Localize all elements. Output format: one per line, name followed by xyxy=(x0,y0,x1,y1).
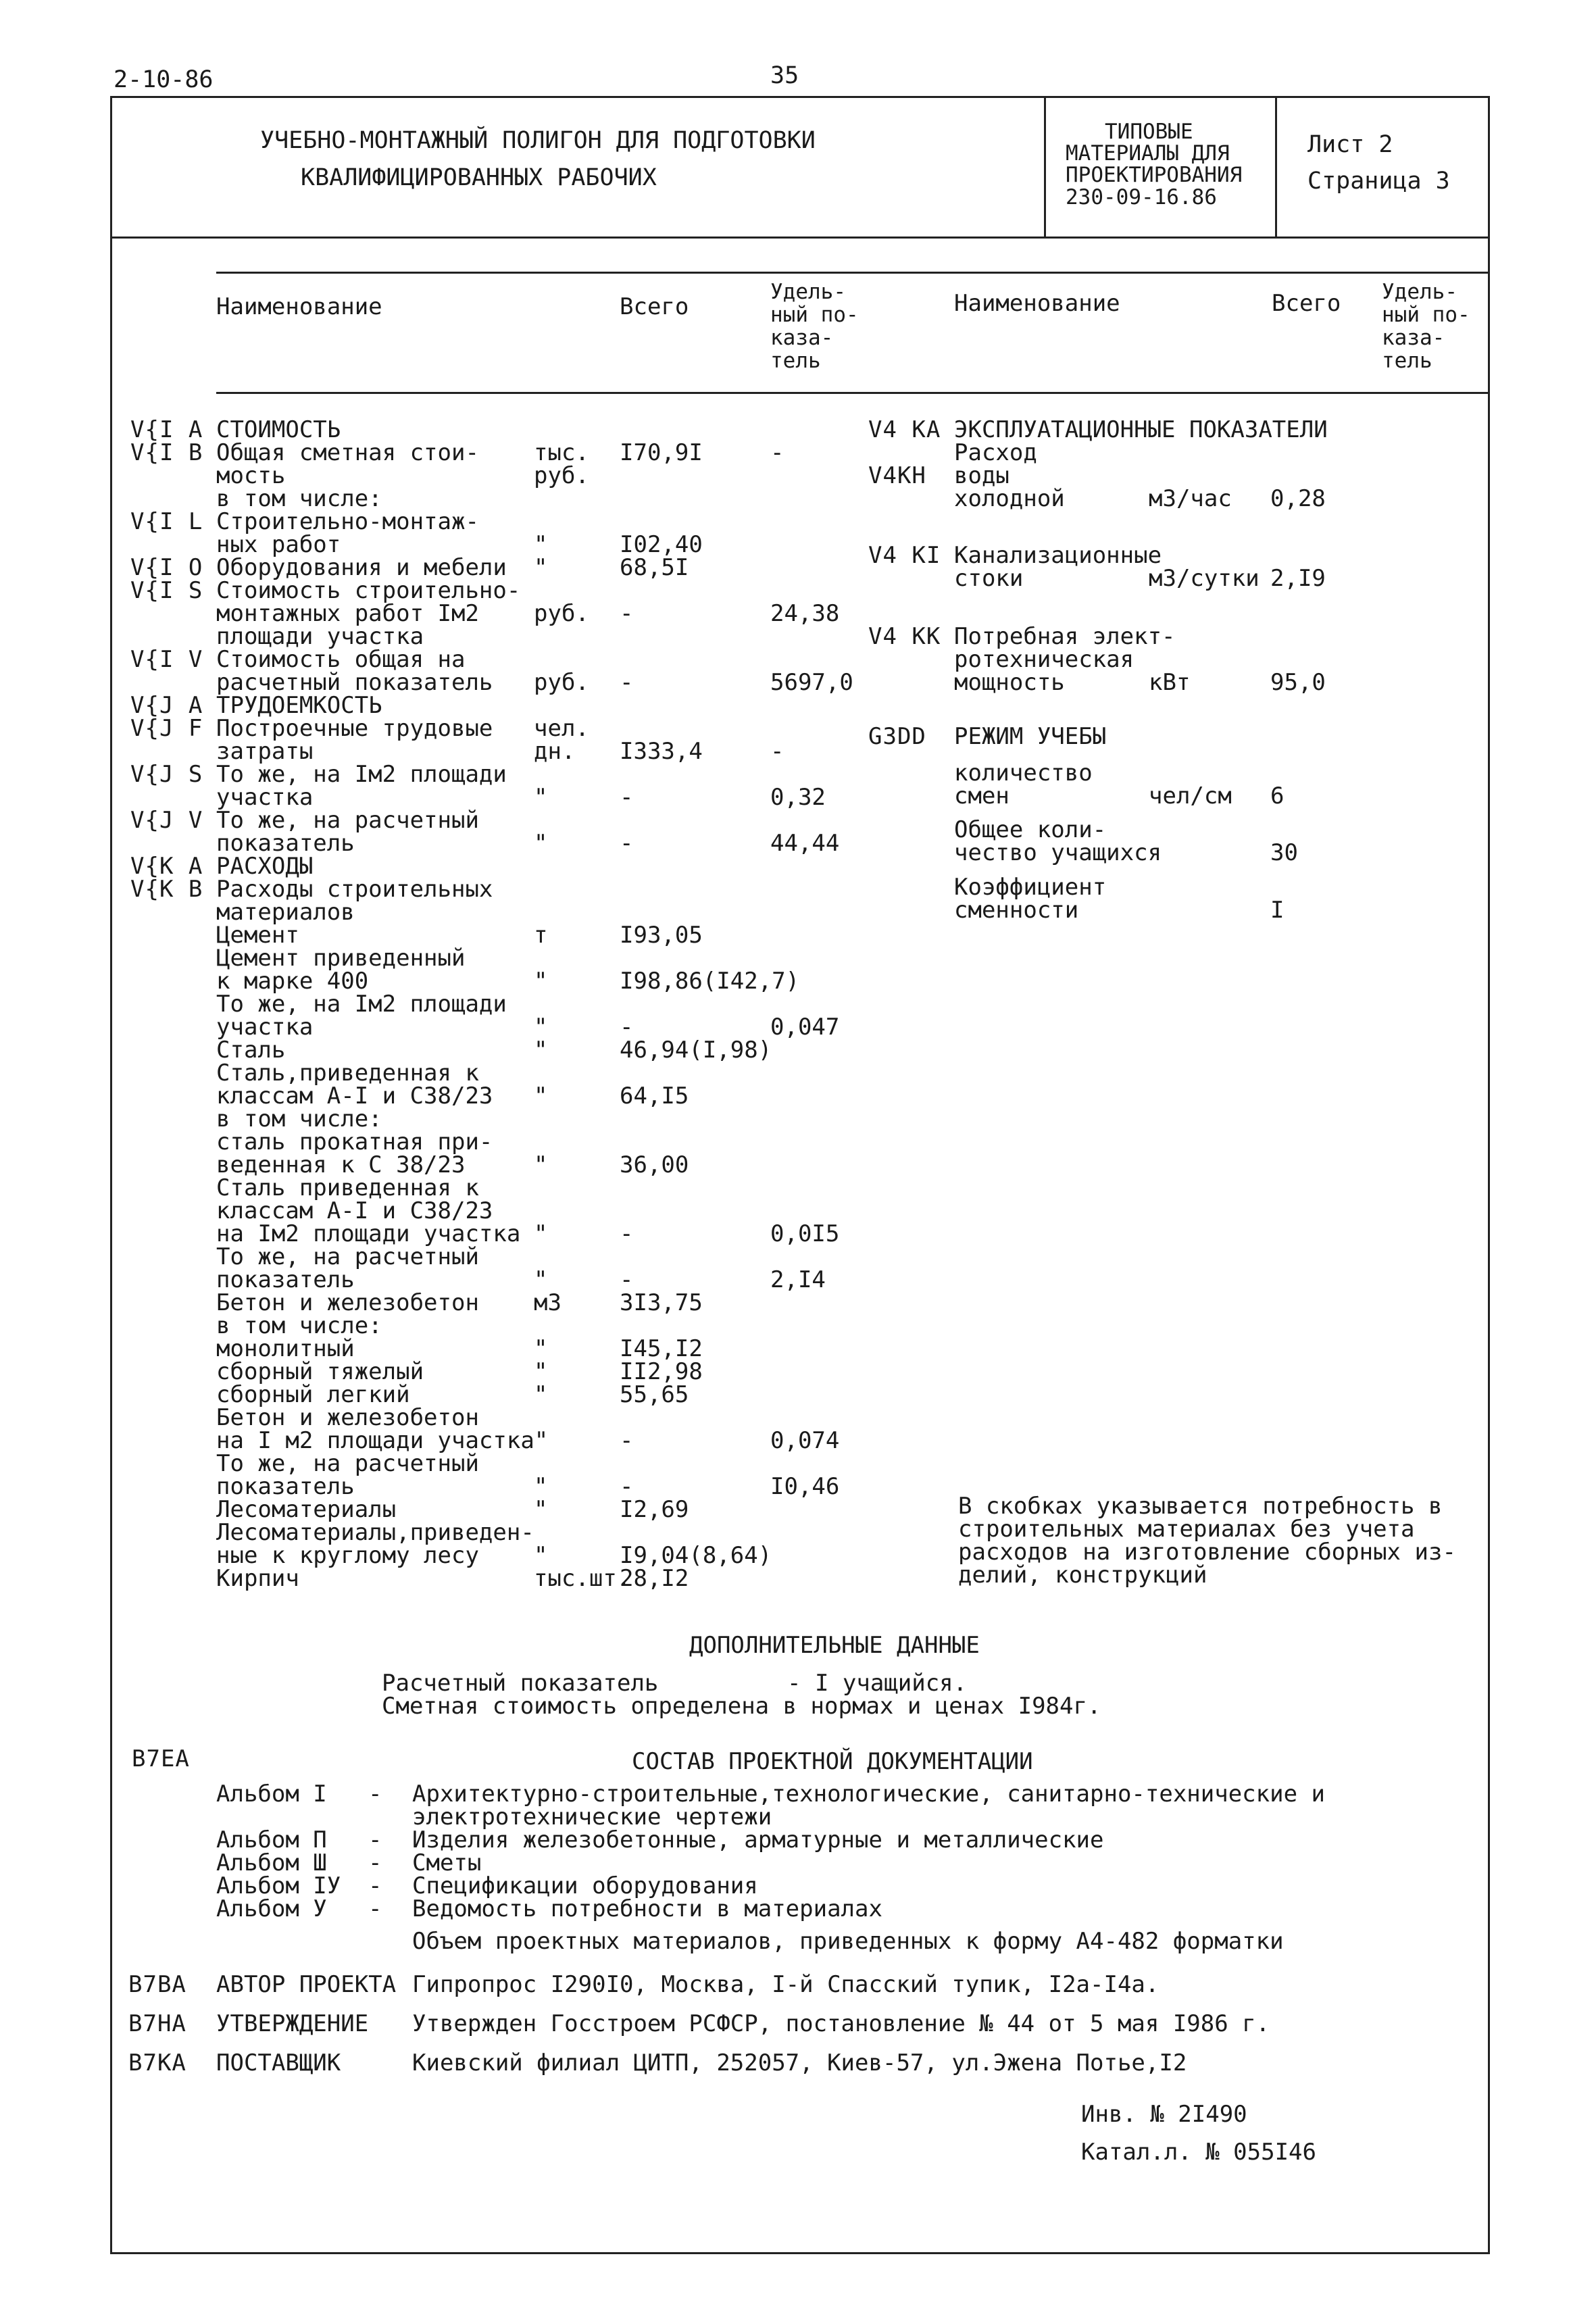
page-label: Страница 3 xyxy=(1307,168,1450,195)
row-unit: " xyxy=(534,531,548,558)
album-description: Сметы xyxy=(412,1849,482,1876)
row-name: материалов xyxy=(216,899,355,926)
row-name: ротехническая xyxy=(954,646,1134,673)
row-name: То же, на расчетный xyxy=(216,807,479,834)
row-name: к марке 400 xyxy=(216,968,369,995)
row-unit: " xyxy=(534,1542,548,1569)
row-total: I02,40 xyxy=(620,531,703,558)
header-left-name: Наименование xyxy=(216,293,382,320)
row-total: 2,I9 xyxy=(1270,565,1326,592)
header-left-specific-3: каза- xyxy=(770,326,834,350)
row-code: V{I B xyxy=(130,439,203,466)
row-name: Канализационные xyxy=(954,542,1162,569)
note-line-4: делий, конструкций xyxy=(958,1562,1207,1589)
row-total: I xyxy=(1270,897,1285,924)
credit-label: ПОСТАВЩИК xyxy=(216,2049,341,2076)
row-name: Лесоматериалы xyxy=(216,1496,397,1523)
row-unit: чел. xyxy=(534,715,589,742)
album-description: Архитектурно-строительные,технологические, санитарно-технические и xyxy=(412,1781,1326,1808)
row-unit: чел/см xyxy=(1149,782,1232,810)
row-name: Стоимость общая на xyxy=(216,646,466,673)
row-name: Строительно-монтаж- xyxy=(216,508,479,535)
note-line-3: расходов на изготовление сборных из- xyxy=(958,1539,1456,1566)
row-total: - xyxy=(620,1014,634,1041)
row-total: I45,I2 xyxy=(620,1335,703,1362)
series-line-2: МАТЕРИАЛЫ ДЛЯ xyxy=(1066,141,1230,166)
row-total: 30 xyxy=(1270,839,1298,866)
row-name: холодной xyxy=(954,485,1065,512)
row-total: 46,94(I,98) xyxy=(620,1037,772,1064)
album-description: электротехнические чертежи xyxy=(412,1803,772,1831)
row-unit: м3/сутки xyxy=(1149,565,1260,592)
row-name: Цемент приведенный xyxy=(216,945,466,972)
series-line-4: 230-09-16.86 xyxy=(1066,185,1217,209)
row-name: Построечные трудовые xyxy=(216,715,493,742)
document-number: 2-10-86 xyxy=(114,66,214,93)
additional-line1-label: Расчетный показатель xyxy=(382,1670,659,1697)
sheet-label: Лист 2 xyxy=(1307,131,1393,158)
credit-code: B7KA xyxy=(128,2049,186,2076)
row-unit: руб. xyxy=(534,462,589,489)
row-unit: " xyxy=(534,1220,548,1247)
table-header-top-rule xyxy=(216,272,1488,274)
row-total: - xyxy=(620,830,634,857)
row-code: V{J V xyxy=(130,807,203,834)
note-line-1: В скобках указывается потребность в xyxy=(958,1493,1443,1520)
row-specific: 24,38 xyxy=(770,600,840,627)
album-dash: - xyxy=(368,1849,382,1876)
credit-code: B7BA xyxy=(128,1971,186,1998)
row-name: на I м2 площади участка" xyxy=(216,1427,549,1454)
row-specific: 2,I4 xyxy=(770,1266,826,1293)
row-name: сталь прокатная при- xyxy=(216,1128,493,1155)
row-total: I333,4 xyxy=(620,738,703,765)
row-name: Коэффициент xyxy=(954,874,1107,901)
header-left-total: Всего xyxy=(620,293,689,320)
row-name: мощность xyxy=(954,669,1065,696)
row-code: V4 KK xyxy=(868,623,941,650)
row-code: V{I L xyxy=(130,508,203,535)
row-name: Оборудования и мебели xyxy=(216,554,507,581)
row-specific: 5697,0 xyxy=(770,669,853,696)
album-name: Альбом IУ xyxy=(216,1872,341,1899)
row-name: То же, на расчетный xyxy=(216,1450,479,1477)
album-dash: - xyxy=(368,1895,382,1922)
series-line-1: ТИПОВЫЕ xyxy=(1105,120,1193,144)
row-code: V{K A xyxy=(130,853,203,880)
row-name: То же, на Iм2 площади xyxy=(216,991,507,1018)
row-unit: т xyxy=(534,922,548,949)
row-unit: " xyxy=(534,554,548,581)
row-name: Бетон и железобетон xyxy=(216,1404,479,1431)
row-total: 3I3,75 xyxy=(620,1289,703,1316)
row-name: количество xyxy=(954,760,1093,787)
credit-label: УТВЕРЖДЕНИЕ xyxy=(216,2010,369,2037)
row-name: Цемент xyxy=(216,922,299,949)
row-name: смен xyxy=(954,782,1009,810)
header-left-specific-2: ный по- xyxy=(770,303,859,327)
row-total: 68,5I xyxy=(620,554,689,581)
album-name: Альбом У xyxy=(216,1895,327,1922)
row-name: на Iм2 площади участка xyxy=(216,1220,521,1247)
row-unit: " xyxy=(534,830,548,857)
row-unit: " xyxy=(534,1473,548,1500)
row-name: ные к круглому лесу xyxy=(216,1542,479,1569)
row-name: классам А-I и С38/23 xyxy=(216,1197,493,1224)
row-name: классам А-I и С38/23 xyxy=(216,1082,493,1110)
album-name: Альбом П xyxy=(216,1826,327,1853)
album-description: Спецификации оборудования xyxy=(412,1872,758,1899)
credit-text: Утвержден Госстроем РСФСР, постановление № 44 от 5 мая I986 г. xyxy=(412,2010,1270,2037)
row-name: показатель xyxy=(216,830,355,857)
row-total: I2,69 xyxy=(620,1496,689,1523)
album-dash: - xyxy=(368,1872,382,1899)
row-name: То же, на Iм2 площади xyxy=(216,761,507,788)
row-total: I9,04(8,64) xyxy=(620,1542,772,1569)
row-unit: " xyxy=(534,1266,548,1293)
row-name: То же, на расчетный xyxy=(216,1243,479,1270)
header-right-specific-2: ный по- xyxy=(1382,303,1470,327)
row-name: участка xyxy=(216,784,314,811)
row-unit: " xyxy=(534,784,548,811)
row-name: СТОИМОСТЬ xyxy=(216,416,341,443)
row-unit: тыс.шт. xyxy=(534,1565,631,1592)
row-specific: 0,074 xyxy=(770,1427,840,1454)
row-name: в том числе: xyxy=(216,1105,382,1132)
header-right-specific-4: тель xyxy=(1382,349,1432,373)
header-right-name: Наименование xyxy=(954,290,1120,317)
credit-label: АВТОР ПРОЕКТА xyxy=(216,1971,397,1998)
row-code: V{J A xyxy=(130,692,203,719)
title-block-vline-1 xyxy=(1044,96,1046,239)
row-name: Сталь приведенная к xyxy=(216,1174,479,1201)
row-name: Потребная элект- xyxy=(954,623,1176,650)
row-name: в том числе: xyxy=(216,485,382,512)
row-code: V{K B xyxy=(130,876,203,903)
row-unit: тыс. xyxy=(534,439,589,466)
row-total: - xyxy=(620,1220,634,1247)
title-block-divider xyxy=(110,237,1488,239)
row-code: V{I V xyxy=(130,646,203,673)
row-unit: " xyxy=(534,1358,548,1385)
row-specific: 44,44 xyxy=(770,830,840,857)
row-specific: 0,047 xyxy=(770,1014,840,1041)
row-name: расчетный показатель xyxy=(216,669,493,696)
composition-volume: Объем проектных материалов, приведенных к форму А4-482 форматки xyxy=(412,1928,1284,1955)
row-name: монтажных работ Iм2 xyxy=(216,600,479,627)
row-total: 64,I5 xyxy=(620,1082,689,1110)
row-total: - xyxy=(620,669,634,696)
row-name: ных работ xyxy=(216,531,341,558)
credit-code: B7HA xyxy=(128,2010,186,2037)
document-title-line1: УЧЕБНО-МОНТАЖНЫЙ ПОЛИГОН ДЛЯ ПОДГОТОВКИ xyxy=(260,127,816,154)
row-unit: " xyxy=(534,1335,548,1362)
catalog-sheet-number: Катал.л. № 055I46 xyxy=(1081,2139,1316,2166)
header-right-specific-1: Удель- xyxy=(1382,280,1457,304)
row-name: Сталь xyxy=(216,1037,286,1064)
row-name: ЭКСПЛУАТАЦИОННЫЕ ПОКАЗАТЕЛИ xyxy=(954,416,1328,443)
row-total: I98,86(I42,7) xyxy=(620,968,800,995)
row-unit: руб. xyxy=(534,600,589,627)
header-left-specific-1: Удель- xyxy=(770,280,846,304)
row-name: показатель xyxy=(216,1266,355,1293)
row-total: 36,00 xyxy=(620,1151,689,1178)
row-total: - xyxy=(620,1473,634,1500)
row-name: Сталь,приведенная к xyxy=(216,1060,479,1087)
row-unit: " xyxy=(534,1381,548,1408)
row-code: V{I O xyxy=(130,554,203,581)
composition-code: B7EA xyxy=(132,1745,190,1772)
row-code: V{J S xyxy=(130,761,203,788)
row-total: 28,I2 xyxy=(620,1565,689,1592)
document-title-line2: КВАЛИФИЦИРОВАННЫХ РАБОЧИХ xyxy=(301,164,657,191)
row-specific: - xyxy=(770,439,784,466)
row-name: ТРУДОЕМКОСТЬ xyxy=(216,692,382,719)
row-name: затраты xyxy=(216,738,314,765)
note-line-2: строительных материалах без учета xyxy=(958,1516,1415,1543)
series-line-3: ПРОЕКТИРОВАНИЯ xyxy=(1066,163,1243,187)
header-right-total: Всего xyxy=(1272,290,1341,317)
row-total: 6 xyxy=(1270,782,1285,810)
row-specific: I0,46 xyxy=(770,1473,840,1500)
row-name: РАСХОДЫ xyxy=(216,853,314,880)
row-total: 55,65 xyxy=(620,1381,689,1408)
album-description: Ведомость потребности в материалах xyxy=(412,1895,882,1922)
row-specific: - xyxy=(770,738,784,765)
row-name: сменности xyxy=(954,897,1079,924)
composition-title: СОСТАВ ПРОЕКТНОЙ ДОКУМЕНТАЦИИ xyxy=(632,1748,1033,1775)
row-name: РЕЖИМ УЧЕБЫ xyxy=(954,723,1107,750)
row-unit: " xyxy=(534,1037,548,1064)
row-total: - xyxy=(620,1266,634,1293)
row-name: площади участка xyxy=(216,623,424,650)
row-total: II2,98 xyxy=(620,1358,703,1385)
header-left-specific-4: тель xyxy=(770,349,821,373)
row-unit: " xyxy=(534,1082,548,1110)
row-unit: " xyxy=(534,1151,548,1178)
row-name: Стоимость строительно- xyxy=(216,577,521,604)
row-name: в том числе: xyxy=(216,1312,382,1339)
row-name: участка xyxy=(216,1014,314,1041)
table-header-bottom-rule xyxy=(216,392,1488,394)
header-right-specific-3: каза- xyxy=(1382,326,1445,350)
row-total: 95,0 xyxy=(1270,669,1326,696)
row-name: веденная к С 38/23 xyxy=(216,1151,466,1178)
row-name: монолитный xyxy=(216,1335,355,1362)
page-number: 35 xyxy=(770,62,799,89)
row-unit: " xyxy=(534,1496,548,1523)
row-unit: " xyxy=(534,1014,548,1041)
row-total: I93,05 xyxy=(620,922,703,949)
album-description: Изделия железобетонные, арматурные и металлические xyxy=(412,1826,1104,1853)
row-code: V{J F xyxy=(130,715,203,742)
credit-text: Гипропрос I290I0, Москва, I-й Спасский тупик, I2а-I4а. xyxy=(412,1971,1159,1998)
row-name: Общее коли- xyxy=(954,816,1107,843)
row-total: - xyxy=(620,600,634,627)
row-name: Кирпич xyxy=(216,1565,299,1592)
row-unit: м3 xyxy=(534,1289,562,1316)
credit-text: Киевский филиал ЦИТП, 252057, Киев-57, ул.Эжена Потье,I2 xyxy=(412,2049,1187,2076)
row-unit: м3/час xyxy=(1149,485,1232,512)
row-name: стоки xyxy=(954,565,1024,592)
row-name: воды xyxy=(954,462,1009,489)
row-name: Расходы строительных xyxy=(216,876,493,903)
row-name: сборный легкий xyxy=(216,1381,410,1408)
row-unit: кВт xyxy=(1149,669,1191,696)
row-unit: дн. xyxy=(534,738,576,765)
row-specific: 0,32 xyxy=(770,784,826,811)
row-code: V{I A xyxy=(130,416,203,443)
row-code: V{I S xyxy=(130,577,203,604)
row-unit: руб. xyxy=(534,669,589,696)
row-name: чество учащихся xyxy=(954,839,1162,866)
album-name: Альбом Ш xyxy=(216,1849,327,1876)
row-name: Расход xyxy=(954,439,1037,466)
row-name: мость xyxy=(216,462,286,489)
additional-line1-value: - I учащийся. xyxy=(787,1670,968,1697)
title-block-vline-2 xyxy=(1275,96,1277,239)
row-total: I70,9I xyxy=(620,439,703,466)
inventory-number: Инв. № 2I490 xyxy=(1081,2101,1247,2128)
album-dash: - xyxy=(368,1826,382,1853)
row-name: Лесоматериалы,приведен- xyxy=(216,1519,534,1546)
row-total: 0,28 xyxy=(1270,485,1326,512)
album-dash: - xyxy=(368,1781,382,1808)
additional-line2: Сметная стоимость определена в нормах и ценах I984г. xyxy=(382,1693,1101,1720)
row-name: сборный тяжелый xyxy=(216,1358,424,1385)
row-code: V4 KI xyxy=(868,542,941,569)
row-total: - xyxy=(620,1427,634,1454)
row-code: V4KH xyxy=(868,462,926,489)
row-code: V4 KA xyxy=(868,416,941,443)
row-name: показатель xyxy=(216,1473,355,1500)
album-name: Альбом I xyxy=(216,1781,327,1808)
row-name: Общая сметная стои- xyxy=(216,439,479,466)
row-specific: 0,0I5 xyxy=(770,1220,840,1247)
row-name: Бетон и железобетон xyxy=(216,1289,479,1316)
row-unit: " xyxy=(534,968,548,995)
additional-title: ДОПОЛНИТЕЛЬНЫЕ ДАННЫЕ xyxy=(689,1632,980,1659)
row-total: - xyxy=(620,784,634,811)
row-code: G3DD xyxy=(868,723,926,750)
